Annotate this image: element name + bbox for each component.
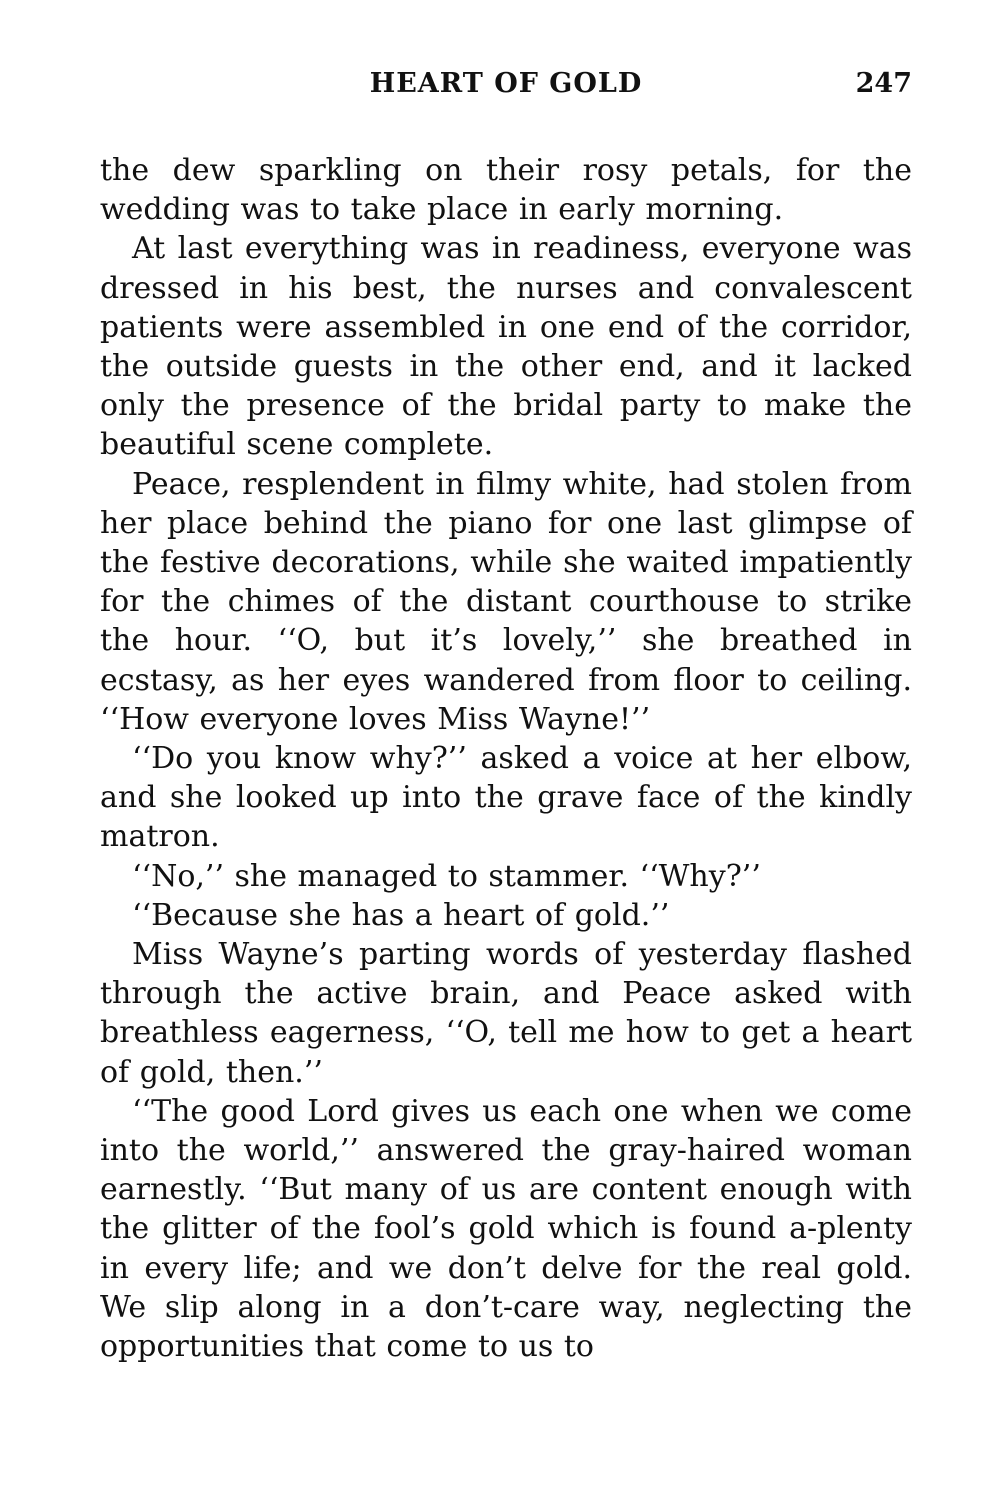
- paragraph: Peace, resplendent in filmy white, had stolen from her place behind the piano for one last glimpse of the festive decorations, while she waited impatiently for the chimes of the distant courthouse to strike the hour. ‘‘O, but it’s lovely,’’ she breathed in ecstasy, as her eyes wandered from floor to ceiling. ‘‘How everyone loves Miss Wayne!’’: [100, 466, 912, 737]
- paragraph: Miss Wayne’s parting words of yesterday flashed through the active brain, and Peace asked with breathless eagerness, ‘‘O, tell me how to get a heart of gold, then.’’: [100, 937, 912, 1090]
- paragraph: ‘‘No,’’ she managed to stammer. ‘‘Why?’’: [132, 858, 761, 894]
- chapter-title: HEART OF GOLD: [369, 68, 643, 99]
- paragraph: ‘‘Because she has a heart of gold.’’: [132, 897, 670, 933]
- running-head: [100, 68, 912, 108]
- paragraph: ‘‘The good Lord gives us each one when we come into the world,’’ answered the gray-haired woman earnestly. ‘‘But many of us are content enough with the glitter of the fool’s gold which is found a-plenty in every life; and we don’t delve for the real gold. We slip along in a don’t-care way, neglecting the opportunities that come to us to: [100, 1093, 912, 1365]
- body-text: [100, 151, 912, 1366]
- paragraph: ‘‘Do you know why?’’ asked a voice at her elbow, and she looked up into the grave face of the kindly matron.: [100, 741, 912, 855]
- paragraph: the dew sparkling on their rosy petals, for the wedding was to take place in early morning.: [100, 153, 912, 228]
- paragraph: At last everything was in readiness, everyone was dressed in his best, the nurses and convalescent patients were assembled in one end of the corridor, the outside guests in the other end, and it lacked only the presence of the bridal party to make the beautiful scene complete.: [100, 231, 912, 463]
- page-number: 247: [855, 68, 912, 99]
